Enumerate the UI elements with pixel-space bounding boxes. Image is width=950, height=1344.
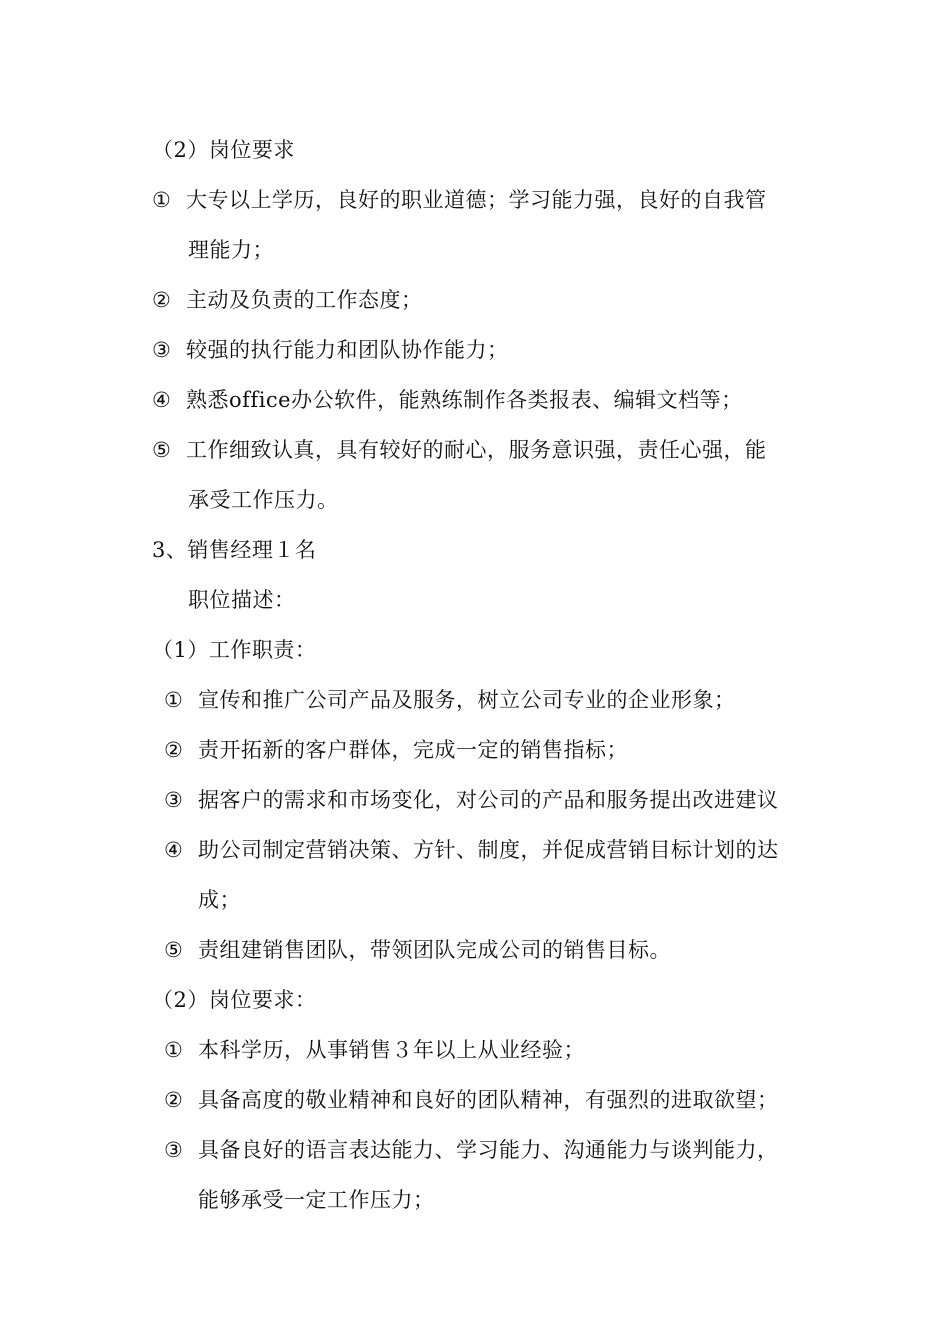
list-item	[164, 1038, 585, 1062]
list-item-continuation: 理能力；	[188, 238, 274, 262]
position-title: 3、销售经理１名	[152, 538, 317, 562]
list-item-text: 具备高度的敬业精神和良好的团队精神，有强烈的进取欲望；	[198, 1088, 779, 1112]
list-marker: ③	[164, 1138, 184, 1162]
list-marker: ④	[152, 388, 172, 412]
list-marker: ④	[164, 838, 184, 862]
list-item	[164, 688, 736, 712]
list-item-text: 具备良好的语言表达能力、学习能力、沟通能力与谈判能力，	[198, 1138, 779, 1162]
list-item-text: 责开拓新的客户群体，完成一定的销售指标；	[198, 738, 628, 762]
list-item	[164, 938, 671, 962]
list-marker: ①	[164, 688, 184, 712]
requirements-title: （2）岗位要求：	[152, 988, 317, 1012]
list-item-text: 工作细致认真，具有较好的耐心，服务意识强，责任心强，能	[186, 438, 767, 462]
list-item-text: 本科学历，从事销售３年以上从业经验；	[198, 1038, 585, 1062]
list-item-continuation: 能够承受一定工作压力；	[198, 1188, 435, 1212]
position-description-label: 职位描述：	[188, 588, 296, 612]
list-item-text: 宣传和推广公司产品及服务，树立公司专业的企业形象；	[198, 688, 736, 712]
list-item	[152, 188, 767, 212]
list-item	[152, 388, 743, 412]
list-marker: ③	[152, 338, 172, 362]
list-item	[164, 838, 779, 862]
list-marker: ⑤	[164, 938, 184, 962]
list-item-text: 据客户的需求和市场变化，对公司的产品和服务提出改进建议	[198, 788, 779, 812]
list-item-text: 主动及负责的工作态度；	[186, 288, 423, 312]
list-marker: ③	[164, 788, 184, 812]
list-item-text: 大专以上学历，良好的职业道德；学习能力强，良好的自我管	[186, 188, 767, 212]
list-item	[164, 788, 779, 812]
section-title: （2）岗位要求	[152, 138, 295, 162]
list-item-text: 助公司制定营销决策、方针、制度，并促成营销目标计划的达	[198, 838, 779, 862]
list-marker: ①	[164, 1038, 184, 1062]
list-marker: ②	[164, 738, 184, 762]
list-item-text: 熟悉office办公软件，能熟练制作各类报表、编辑文档等；	[186, 388, 743, 412]
list-marker: ①	[152, 188, 172, 212]
list-item	[152, 438, 767, 462]
duties-title: （1）工作职责：	[152, 638, 317, 662]
list-item	[164, 738, 628, 762]
list-item	[164, 1138, 779, 1162]
list-marker: ②	[152, 288, 172, 312]
list-item	[152, 288, 423, 312]
list-item-text: 较强的执行能力和团队协作能力；	[186, 338, 509, 362]
list-item	[152, 338, 509, 362]
list-marker: ⑤	[152, 438, 172, 462]
list-marker: ②	[164, 1088, 184, 1112]
list-item-continuation: 成；	[198, 888, 241, 912]
list-item-continuation: 承受工作压力。	[188, 488, 339, 512]
list-item-text: 责组建销售团队，带领团队完成公司的销售目标。	[198, 938, 671, 962]
list-item	[164, 1088, 779, 1112]
